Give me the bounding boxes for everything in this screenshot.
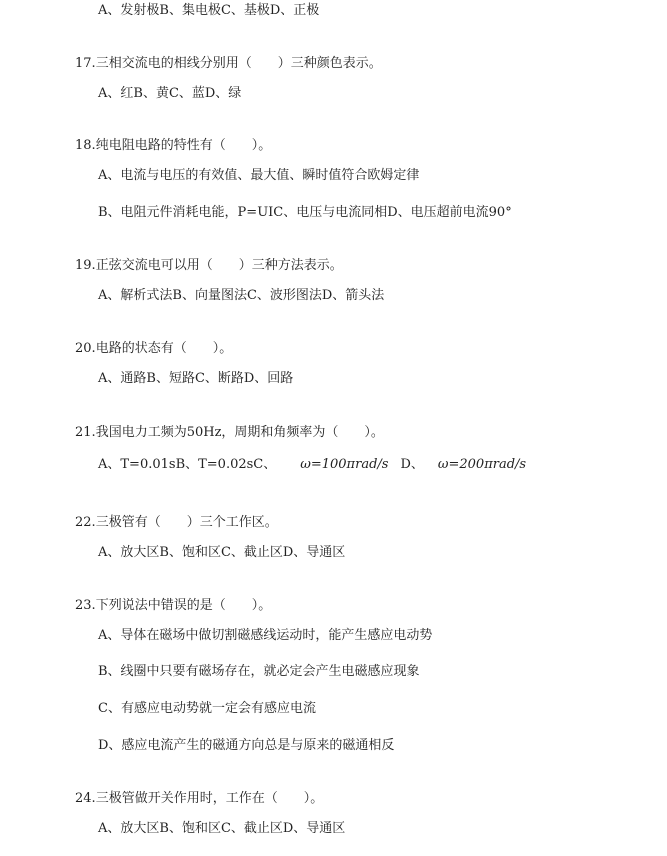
question-19 — [75, 257, 343, 275]
question-number: 18. — [75, 138, 96, 153]
question-text: 三极管做开关作用时，工作在（ ）。 — [95, 791, 324, 806]
q21-option-line — [98, 456, 526, 474]
question-text: 三极管有（ ）三个工作区。 — [95, 515, 278, 530]
q20-option-line: A、通路B、短路C、断路D、回路 — [98, 371, 294, 386]
q23-option-line-a: A、导体在磁场中做切割磁感线运动时，能产生感应电动势 — [98, 628, 433, 643]
question-number: 23. — [75, 598, 96, 613]
question-text: 下列说法中错误的是（ ）。 — [95, 598, 272, 613]
q21-option-c-formula: ω=100πrad/s — [300, 457, 389, 472]
q23-option-line-b: B、线圈中只要有磁场存在，就必定会产生电磁感应现象 — [98, 664, 420, 679]
q16-option-line: A、发射极B、集电极C、基极D、正极 — [98, 3, 320, 18]
question-18 — [75, 137, 271, 155]
q24-option-line: A、放大区B、饱和区C、截止区D、导通区 — [98, 821, 346, 836]
q21-option-d-label: D、 — [400, 457, 424, 472]
question-number: 21. — [75, 425, 96, 440]
question-number: 17. — [75, 56, 96, 71]
question-number: 24. — [75, 791, 96, 806]
question-text: 纯电阻电路的特性有（ ）。 — [95, 138, 272, 153]
q22-option-line: A、放大区B、饱和区C、截止区D、导通区 — [98, 545, 346, 560]
question-number: 19. — [75, 258, 96, 273]
question-23 — [75, 597, 271, 615]
q23-option-line-c: C、有感应电动势就一定会有感应电流 — [98, 701, 316, 716]
question-22 — [75, 514, 278, 532]
question-17 — [75, 55, 382, 73]
q21-option-ab-text: A、T=0.01sB、T=0.02sC、 — [98, 457, 277, 472]
question-21 — [75, 424, 384, 442]
q23-option-line-d: D、感应电流产生的磁通方向总是与原来的磁通相反 — [98, 738, 395, 753]
question-text: 正弦交流电可以用（ ）三种方法表示。 — [95, 258, 343, 273]
question-number: 22. — [75, 515, 96, 530]
q19-option-line: A、解析式法B、向量图法C、波形图法D、箭头法 — [98, 288, 385, 303]
question-20 — [75, 340, 232, 358]
question-text: 电路的状态有（ ）。 — [95, 341, 233, 356]
q18-option-line-b: B、电阻元件消耗电能，P=UIC、电压与电流同相D、电压超前电流90° — [98, 205, 512, 220]
question-number: 20. — [75, 341, 96, 356]
q18-option-line-a: A、电流与电压的有效值、最大值、瞬时值符合欧姆定律 — [98, 168, 420, 183]
question-text: 我国电力工频为50Hz，周期和角频率为（ ）。 — [95, 425, 384, 440]
q17-option-line: A、红B、黄C、蓝D、绿 — [98, 86, 242, 101]
question-text: 三相交流电的相线分别用（ ）三种颜色表示。 — [95, 56, 382, 71]
q21-option-d-formula: ω=200πrad/s — [437, 457, 527, 472]
question-24 — [75, 790, 323, 808]
